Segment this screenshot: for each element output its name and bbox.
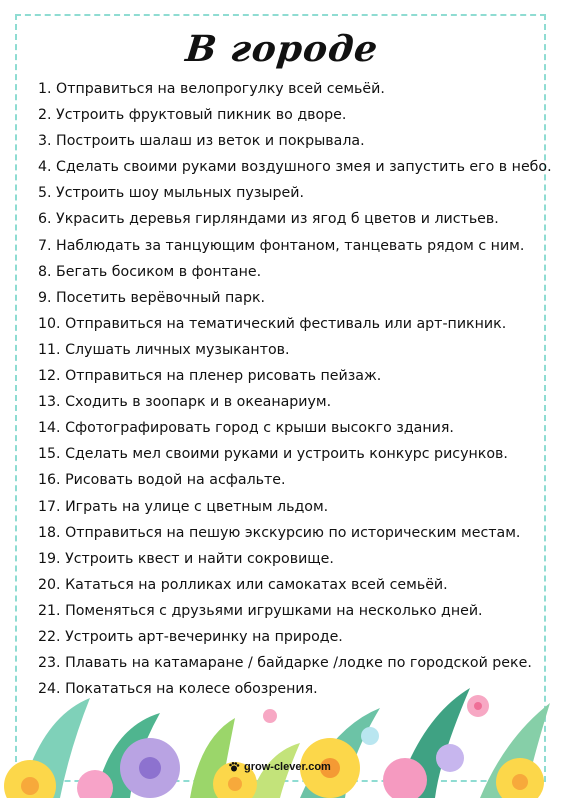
list-item: 13. Сходить в зоопарк и в океанариум.: [38, 394, 332, 411]
list-item: 22. Устроить арт-вечеринку на природе.: [38, 628, 343, 645]
list-item: 9. Посетить верёвочный парк.: [38, 289, 266, 306]
list-item: 17. Играть на улице с цветным льдом.: [38, 498, 329, 515]
list-item: 11. Слушать личных музыкантов.: [38, 341, 290, 358]
list-item: 18. Отправиться на пешую экскурсию по историческим местам.: [38, 524, 521, 541]
list-item: 7. Наблюдать за танцующим фонтаном, танцевать рядом с ним.: [38, 237, 525, 254]
paw-icon: [228, 761, 240, 773]
list-item: 21. Поменяться с друзьями игрушками на несколько дней.: [38, 602, 483, 619]
list-item: 14. Сфотографировать город с крыши высокго здания.: [38, 420, 454, 437]
list-item: 2. Устроить фруктовый пикник во дворе.: [38, 107, 347, 124]
list-item: 5. Устроить шоу мыльных пузырей.: [38, 185, 304, 202]
list-item: 1. Отправиться на велопрогулку всей семьёй.: [38, 81, 385, 97]
site-watermark: [228, 761, 331, 773]
floral-decoration: [0, 658, 564, 798]
list-item: 16. Рисовать водой на асфальте.: [38, 472, 286, 489]
list-item: 6. Украсить деревья гирляндами из ягод б цветов и листьев.: [38, 211, 499, 228]
page-title: В городе: [183, 28, 381, 70]
list-item: 3. Построить шалаш из веток и покрывала.: [38, 133, 365, 150]
activity-list: [38, 76, 552, 702]
list-item: 20. Кататься на ролликах или самокатах всей семьёй.: [38, 576, 448, 593]
list-item: 4. Сделать своими руками воздушного змея и запустить его в небо.: [38, 159, 552, 176]
list-item: 8. Бегать босиком в фонтане.: [38, 263, 262, 280]
list-item: 23. Плавать на катамаране / байдарке /лодке по городской реке.: [38, 655, 532, 672]
list-item: 10. Отправиться на тематический фестиваль или арт-пикник.: [38, 315, 507, 332]
list-item: 19. Устроить квест и найти сокровище.: [38, 550, 334, 567]
list-item: 15. Сделать мел своими руками и устроить конкурс рисунков.: [38, 446, 508, 463]
list-item: 12. Отправиться на пленер рисовать пейзаж.: [38, 368, 382, 385]
list-item: 24. Покататься на колесе обозрения.: [38, 681, 318, 698]
site-url: grow-clever.com: [244, 761, 331, 773]
